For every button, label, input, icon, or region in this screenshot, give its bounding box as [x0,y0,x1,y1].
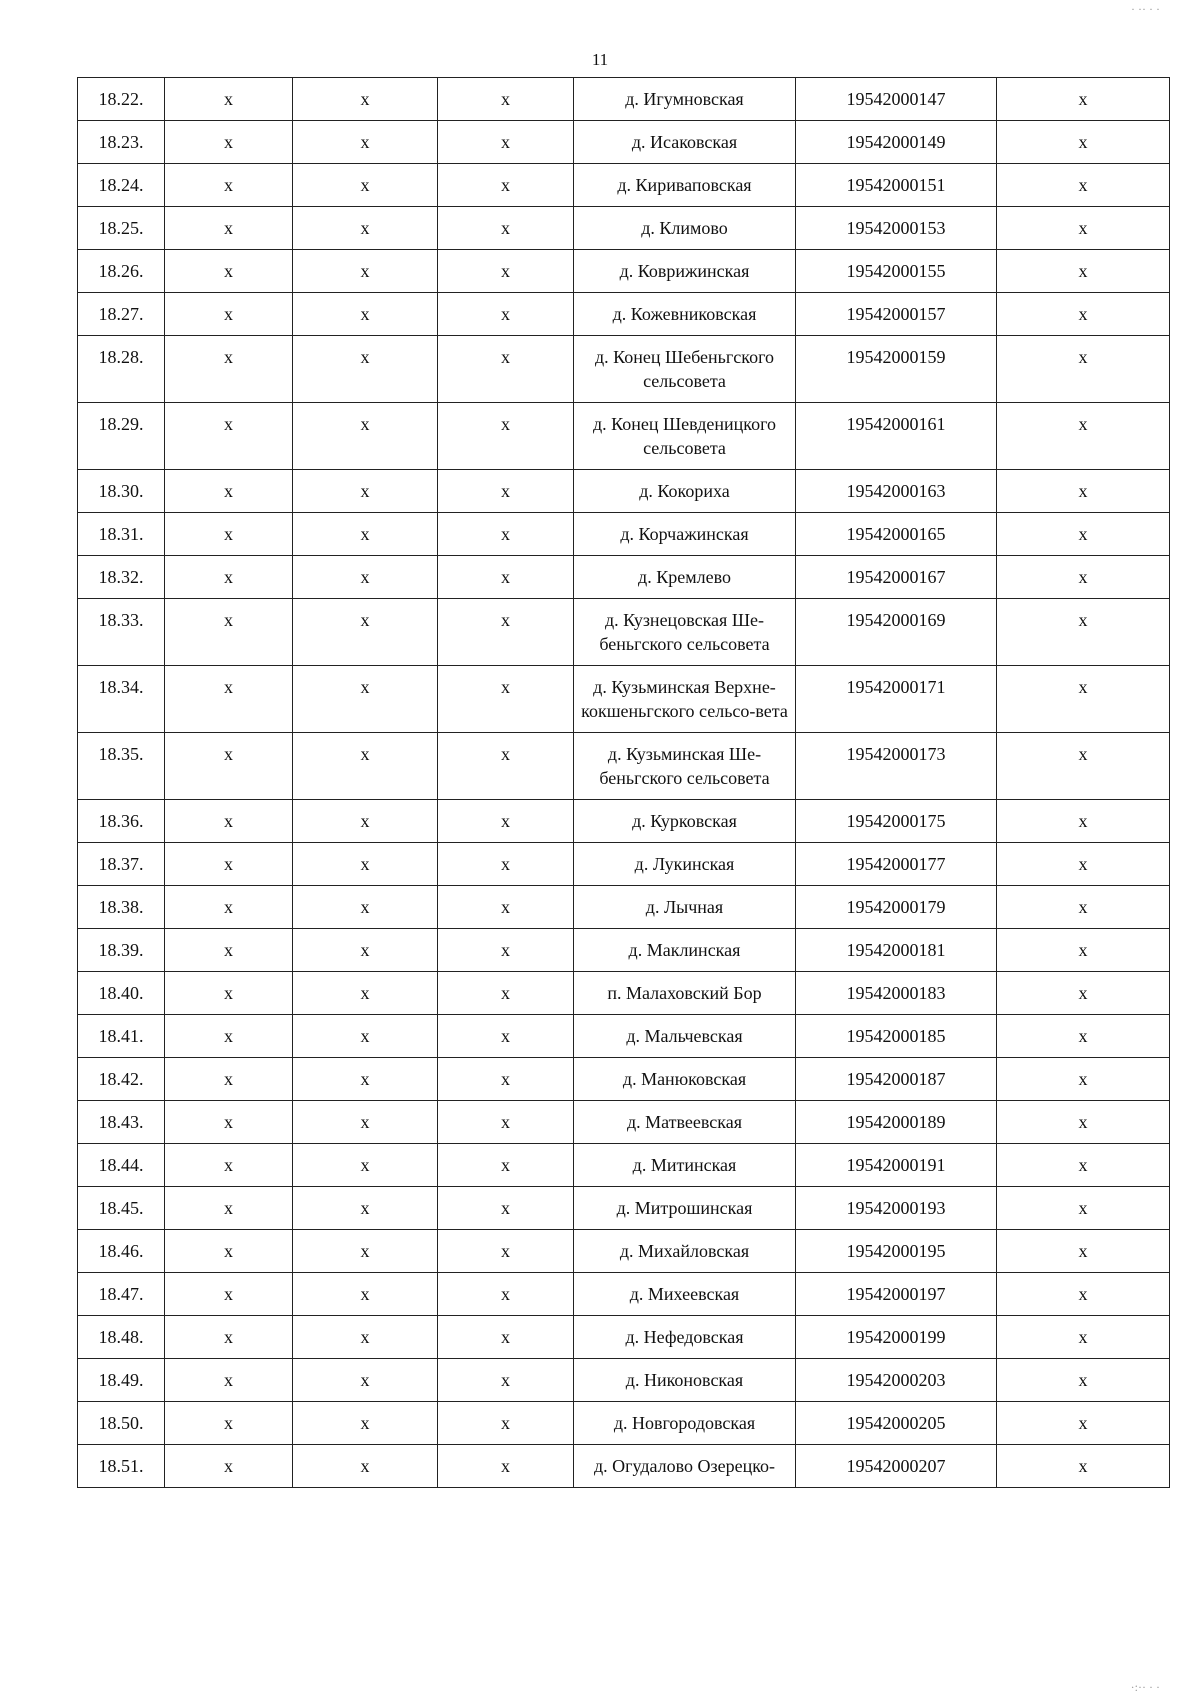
cell-x: х [165,800,293,843]
cell-x: х [293,1101,438,1144]
cell-number: 18.46. [78,1230,165,1273]
cell-settlement-name: д. Матвеевская [574,1101,796,1144]
cell-x: х [438,1359,574,1402]
cell-oktmo-code: 19542000179 [796,886,997,929]
table-row [78,470,1170,513]
table-row [78,1359,1170,1402]
cell-number: 18.43. [78,1101,165,1144]
cell-oktmo-code: 19542000153 [796,207,997,250]
cell-x: х [438,733,574,800]
cell-settlement-name: д. Игумновская [574,78,796,121]
cell-x: х [165,929,293,972]
cell-x: х [165,1359,293,1402]
cell-x: х [293,336,438,403]
cell-number: 18.38. [78,886,165,929]
cell-x: х [997,1359,1170,1402]
cell-x: х [997,800,1170,843]
cell-x: х [165,1445,293,1488]
cell-x: х [293,403,438,470]
cell-x: х [165,1316,293,1359]
cell-x: х [165,556,293,599]
cell-x: х [997,843,1170,886]
cell-x: х [293,470,438,513]
table-row [78,121,1170,164]
cell-number: 18.45. [78,1187,165,1230]
cell-x: х [293,1273,438,1316]
cell-oktmo-code: 19542000207 [796,1445,997,1488]
cell-oktmo-code: 19542000147 [796,78,997,121]
cell-number: 18.35. [78,733,165,800]
cell-number: 18.25. [78,207,165,250]
cell-x: х [997,1015,1170,1058]
cell-number: 18.37. [78,843,165,886]
cell-settlement-name: д. Кириваповская [574,164,796,207]
cell-x: х [997,733,1170,800]
cell-x: х [438,470,574,513]
cell-oktmo-code: 19542000175 [796,800,997,843]
cell-settlement-name: д. Нефедовская [574,1316,796,1359]
cell-x: х [997,1316,1170,1359]
cell-x: х [165,1058,293,1101]
cell-x: х [165,403,293,470]
cell-number: 18.40. [78,972,165,1015]
cell-x: х [165,886,293,929]
cell-oktmo-code: 19542000149 [796,121,997,164]
cell-oktmo-code: 19542000187 [796,1058,997,1101]
cell-x: х [293,513,438,556]
cell-settlement-name: д. Исаковская [574,121,796,164]
cell-x: х [438,666,574,733]
cell-number: 18.47. [78,1273,165,1316]
table-row [78,250,1170,293]
cell-x: х [997,1187,1170,1230]
cell-x: х [997,513,1170,556]
cell-x: х [438,1273,574,1316]
cell-x: х [293,1402,438,1445]
cell-oktmo-code: 19542000173 [796,733,997,800]
cell-number: 18.33. [78,599,165,666]
cell-settlement-name: п. Малаховский Бор [574,972,796,1015]
cell-settlement-name: д. Никоновская [574,1359,796,1402]
cell-x: х [165,972,293,1015]
cell-x: х [438,78,574,121]
cell-number: 18.32. [78,556,165,599]
table-row [78,599,1170,666]
cell-oktmo-code: 19542000157 [796,293,997,336]
cell-settlement-name: д. Корчажинская [574,513,796,556]
cell-number: 18.29. [78,403,165,470]
cell-x: х [293,972,438,1015]
cell-x: х [997,1445,1170,1488]
cell-x: х [165,1187,293,1230]
cell-number: 18.24. [78,164,165,207]
table-row [78,843,1170,886]
table-body [78,78,1170,1488]
cell-settlement-name: д. Кожевниковская [574,293,796,336]
cell-oktmo-code: 19542000151 [796,164,997,207]
cell-settlement-name: д. Кокориха [574,470,796,513]
cell-x: х [438,1187,574,1230]
cell-x: х [293,164,438,207]
cell-x: х [293,1058,438,1101]
cell-settlement-name: д. Кремлево [574,556,796,599]
cell-oktmo-code: 19542000199 [796,1316,997,1359]
table-row [78,929,1170,972]
cell-oktmo-code: 19542000185 [796,1015,997,1058]
cell-oktmo-code: 19542000195 [796,1230,997,1273]
cell-x: х [438,886,574,929]
cell-x: х [165,470,293,513]
cell-oktmo-code: 19542000197 [796,1273,997,1316]
table-row [78,207,1170,250]
cell-oktmo-code: 19542000181 [796,929,997,972]
cell-oktmo-code: 19542000203 [796,1359,997,1402]
cell-x: х [165,336,293,403]
cell-x: х [293,1316,438,1359]
cell-x: х [165,121,293,164]
cell-x: х [293,929,438,972]
cell-x: х [293,886,438,929]
cell-x: х [997,1144,1170,1187]
cell-oktmo-code: 19542000177 [796,843,997,886]
cell-x: х [165,1402,293,1445]
cell-oktmo-code: 19542000193 [796,1187,997,1230]
cell-x: х [293,250,438,293]
cell-settlement-name: д. Митинская [574,1144,796,1187]
cell-x: х [997,207,1170,250]
cell-x: х [997,1230,1170,1273]
cell-number: 18.42. [78,1058,165,1101]
cell-settlement-name: д. Кузьминская Ше-беньгского сельсовета [574,733,796,800]
cell-x: х [438,403,574,470]
cell-x: х [165,250,293,293]
table-row [78,972,1170,1015]
cell-x: х [438,972,574,1015]
cell-x: х [997,78,1170,121]
cell-settlement-name: д. Манюковская [574,1058,796,1101]
table-row [78,164,1170,207]
cell-x: х [293,599,438,666]
cell-x: х [438,293,574,336]
cell-x: х [293,1359,438,1402]
cell-number: 18.23. [78,121,165,164]
table-row [78,886,1170,929]
cell-settlement-name: д. Кузнецовская Ше-беньгского сельсовета [574,599,796,666]
table-row [78,733,1170,800]
cell-oktmo-code: 19542000183 [796,972,997,1015]
cell-settlement-name: д. Михеевская [574,1273,796,1316]
cell-x: х [438,1144,574,1187]
cell-settlement-name: д. Климово [574,207,796,250]
cell-number: 18.22. [78,78,165,121]
cell-x: х [165,293,293,336]
cell-settlement-name: д. Огудалово Озерецко- [574,1445,796,1488]
cell-x: х [997,250,1170,293]
table-row [78,1101,1170,1144]
table-row [78,1187,1170,1230]
cell-x: х [165,1144,293,1187]
cell-settlement-name: д. Новгородовская [574,1402,796,1445]
cell-settlement-name: д. Мальчевская [574,1015,796,1058]
cell-x: х [997,886,1170,929]
cell-x: х [293,843,438,886]
cell-x: х [438,250,574,293]
cell-x: х [293,666,438,733]
cell-x: х [997,556,1170,599]
cell-x: х [165,1015,293,1058]
cell-x: х [438,929,574,972]
cell-number: 18.31. [78,513,165,556]
cell-x: х [997,1402,1170,1445]
cell-x: х [165,666,293,733]
cell-oktmo-code: 19542000163 [796,470,997,513]
cell-x: х [997,336,1170,403]
cell-x: х [165,164,293,207]
cell-x: х [438,843,574,886]
cell-settlement-name: д. Коврижинская [574,250,796,293]
cell-oktmo-code: 19542000191 [796,1144,997,1187]
cell-number: 18.50. [78,1402,165,1445]
page-number: 11 [591,50,609,69]
cell-oktmo-code: 19542000165 [796,513,997,556]
cell-x: х [997,403,1170,470]
cell-number: 18.26. [78,250,165,293]
cell-x: х [997,929,1170,972]
cell-x: х [438,513,574,556]
cell-x: х [293,1230,438,1273]
cell-x: х [438,599,574,666]
cell-number: 18.49. [78,1359,165,1402]
table-row [78,78,1170,121]
table-row [78,800,1170,843]
cell-settlement-name: д. Лычная [574,886,796,929]
cell-x: х [165,843,293,886]
cell-settlement-name: д. Курковская [574,800,796,843]
cell-oktmo-code: 19542000167 [796,556,997,599]
cell-x: х [438,1316,574,1359]
cell-x: х [438,800,574,843]
cell-settlement-name: д. Михайловская [574,1230,796,1273]
scan-artifact-top: · ·· · · [1131,2,1160,16]
cell-x: х [997,470,1170,513]
cell-x: х [165,207,293,250]
cell-x: х [165,733,293,800]
cell-x: х [165,599,293,666]
cell-oktmo-code: 19542000161 [796,403,997,470]
cell-number: 18.41. [78,1015,165,1058]
cell-number: 18.36. [78,800,165,843]
cell-x: х [293,1187,438,1230]
cell-x: х [165,78,293,121]
cell-oktmo-code: 19542000205 [796,1402,997,1445]
table-row [78,1015,1170,1058]
cell-number: 18.30. [78,470,165,513]
cell-x: х [165,1273,293,1316]
cell-x: х [293,78,438,121]
cell-x: х [997,164,1170,207]
cell-oktmo-code: 19542000169 [796,599,997,666]
cell-oktmo-code: 19542000189 [796,1101,997,1144]
table-row [78,1144,1170,1187]
cell-x: х [438,1015,574,1058]
cell-oktmo-code: 19542000159 [796,336,997,403]
cell-x: х [293,293,438,336]
cell-x: х [997,599,1170,666]
cell-x: х [438,336,574,403]
table-row [78,1230,1170,1273]
cell-x: х [293,1144,438,1187]
cell-settlement-name: д. Митрошинская [574,1187,796,1230]
cell-x: х [165,1230,293,1273]
cell-x: х [165,513,293,556]
cell-x: х [438,1402,574,1445]
cell-x: х [293,800,438,843]
cell-number: 18.27. [78,293,165,336]
cell-number: 18.51. [78,1445,165,1488]
cell-x: х [997,1101,1170,1144]
table-row [78,293,1170,336]
table-row [78,1445,1170,1488]
cell-x: х [997,1273,1170,1316]
table-row [78,336,1170,403]
cell-settlement-name: д. Лукинская [574,843,796,886]
cell-x: х [438,1230,574,1273]
cell-number: 18.28. [78,336,165,403]
cell-x: х [293,733,438,800]
table-row [78,1273,1170,1316]
table-row [78,1402,1170,1445]
cell-x: х [438,1445,574,1488]
cell-x: х [997,1058,1170,1101]
cell-number: 18.48. [78,1316,165,1359]
cell-x: х [438,1101,574,1144]
cell-x: х [165,1101,293,1144]
cell-x: х [438,1058,574,1101]
cell-x: х [438,207,574,250]
cell-settlement-name: д. Маклинская [574,929,796,972]
cell-x: х [438,164,574,207]
cell-settlement-name: д. Конец Шебеньгского сельсовета [574,336,796,403]
cell-x: х [293,121,438,164]
cell-x: х [438,121,574,164]
table-row [78,513,1170,556]
cell-x: х [293,1015,438,1058]
cell-settlement-name: д. Конец Шевденицкого сельсовета [574,403,796,470]
table-row [78,556,1170,599]
cell-x: х [293,1445,438,1488]
settlements-table [77,77,1170,1488]
cell-settlement-name: д. Кузьминская Верхне-кокшеньгского сельсо-вета [574,666,796,733]
table-row [78,403,1170,470]
cell-number: 18.34. [78,666,165,733]
cell-number: 18.44. [78,1144,165,1187]
cell-x: х [293,207,438,250]
cell-x: х [438,556,574,599]
cell-number: 18.39. [78,929,165,972]
cell-x: х [997,972,1170,1015]
cell-x: х [997,293,1170,336]
table-row [78,1316,1170,1359]
table-row [78,666,1170,733]
scan-artifact-bottom: ·:·· · · [1130,1680,1160,1694]
cell-x: х [293,556,438,599]
table-row [78,1058,1170,1101]
cell-x: х [997,666,1170,733]
cell-x: х [997,121,1170,164]
cell-oktmo-code: 19542000171 [796,666,997,733]
cell-oktmo-code: 19542000155 [796,250,997,293]
